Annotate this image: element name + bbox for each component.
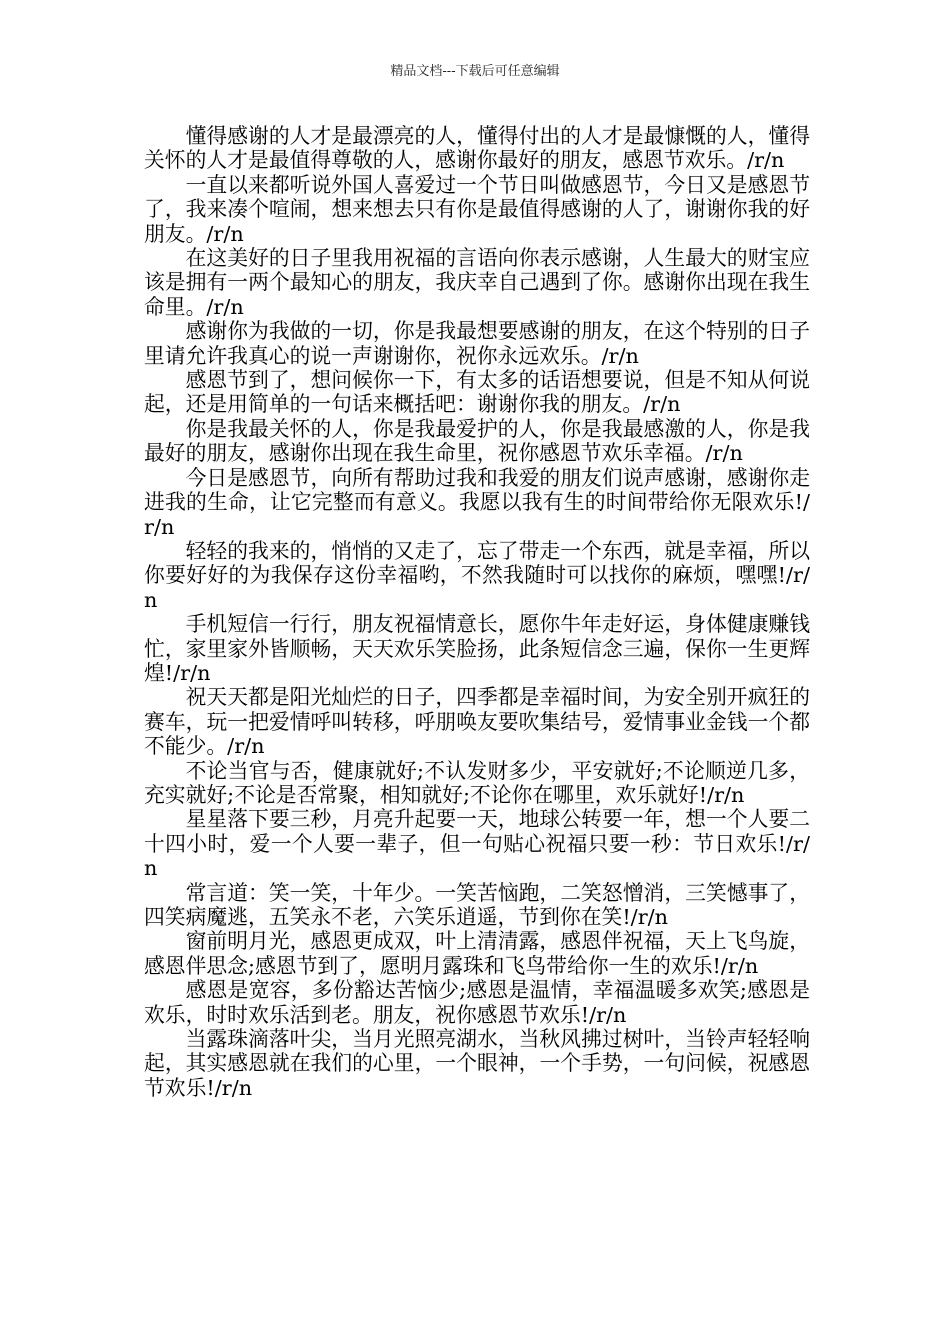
paragraph: 感恩节到了，想问候你一下，有太多的话语想要说，但是不知从何说起，还是用简单的一句话来概括吧：谢谢你我的朋友。/r/n [144, 368, 810, 417]
paragraph: 祝天天都是阳光灿烂的日子，四季都是幸福时间，为安全别开疯狂的赛车，玩一把爱情呼叫转移，呼朋唤友要吹集结号，爱情事业金钱一个都不能少。/r/n [144, 685, 810, 759]
paragraph: 懂得感谢的人才是最漂亮的人，懂得付出的人才是最慷慨的人，懂得关怀的人才是最值得尊敬的人，感谢你最好的朋友，感恩节欢乐。/r/n [144, 124, 810, 173]
paragraph: 不论当官与否，健康就好;不认发财多少，平安就好;不论顺逆几多，充实就好;不论是否常聚，相知就好;不论你在哪里，欢乐就好!/r/n [144, 758, 810, 807]
paragraph: 手机短信一行行，朋友祝福情意长，愿你牛年走好运，身体健康赚钱忙，家里家外皆顺畅，天天欢乐笑脸扬，此条短信念三遍，保你一生更辉煌!/r/n [144, 612, 810, 685]
paragraph: 窗前明月光，感恩更成双，叶上清清露，感恩伴祝福，天上飞鸟旋，感恩伴思念;感恩节到了，愿明月露珠和飞鸟带给你一生的欢乐!/r/n [144, 929, 810, 978]
document-body [144, 124, 810, 1100]
paragraph: 常言道：笑一笑，十年少。一笑苦恼跑，二笑怒憎消，三笑憾事了，四笑病魔逃，五笑永不老，六笑乐逍遥，节到你在笑!/r/n [144, 880, 810, 929]
paragraph: 星星落下要三秒，月亮升起要一天，地球公转要一年，想一个人要二十四小时，爱一个人要一辈子，但一句贴心祝福只要一秒：节日欢乐!/r/n [144, 807, 810, 881]
paragraph: 在这美好的日子里我用祝福的言语向你表示感谢，人生最大的财宝应该是拥有一两个最知心的朋友，我庆幸自己遇到了你。感谢你出现在我生命里。/r/n [144, 246, 810, 319]
paragraph: 一直以来都听说外国人喜爱过一个节日叫做感恩节，今日又是感恩节了，我来凑个喧闹，想来想去只有你是最值得感谢的人了，谢谢你我的好朋友。/r/n [144, 172, 810, 246]
paragraph: 轻轻的我来的，悄悄的又走了，忘了带走一个东西，就是幸福，所以你要好好的为我保存这份幸福哟，不然我随时可以找你的麻烦，嘿嘿!/r/n [144, 538, 810, 612]
paragraph: 你是我最关怀的人，你是我最爱护的人，你是我最感激的人，你是我最好的朋友，感谢你出现在我生命里，祝你感恩节欢乐幸福。/r/n [144, 416, 810, 466]
paragraph: 今日是感恩节，向所有帮助过我和我爱的朋友们说声感谢，感谢你走进我的生命，让它完整而有意义。我愿以我有生的时间带给你无限欢乐!/r/n [144, 465, 810, 539]
paragraph: 当露珠滴落叶尖，当月光照亮湖水，当秋风拂过树叶，当铃声轻轻响起，其实感恩就在我们的心里，一个眼神，一个手势，一句问候，祝感恩节欢乐!/r/n [144, 1027, 810, 1100]
paragraph: 感谢你为我做的一切，你是我最想要感谢的朋友，在这个特别的日子里请允许我真心的说一声谢谢你，祝你永远欢乐。/r/n [144, 319, 810, 368]
paragraph: 感恩是宽容，多份豁达苦恼少;感恩是温情，幸福温暖多欢笑;感恩是欢乐，时时欢乐活到老。朋友，祝你感恩节欢乐!/r/n [144, 978, 810, 1027]
page-header: 精品文档---下载后可任意编辑 [390, 64, 560, 79]
